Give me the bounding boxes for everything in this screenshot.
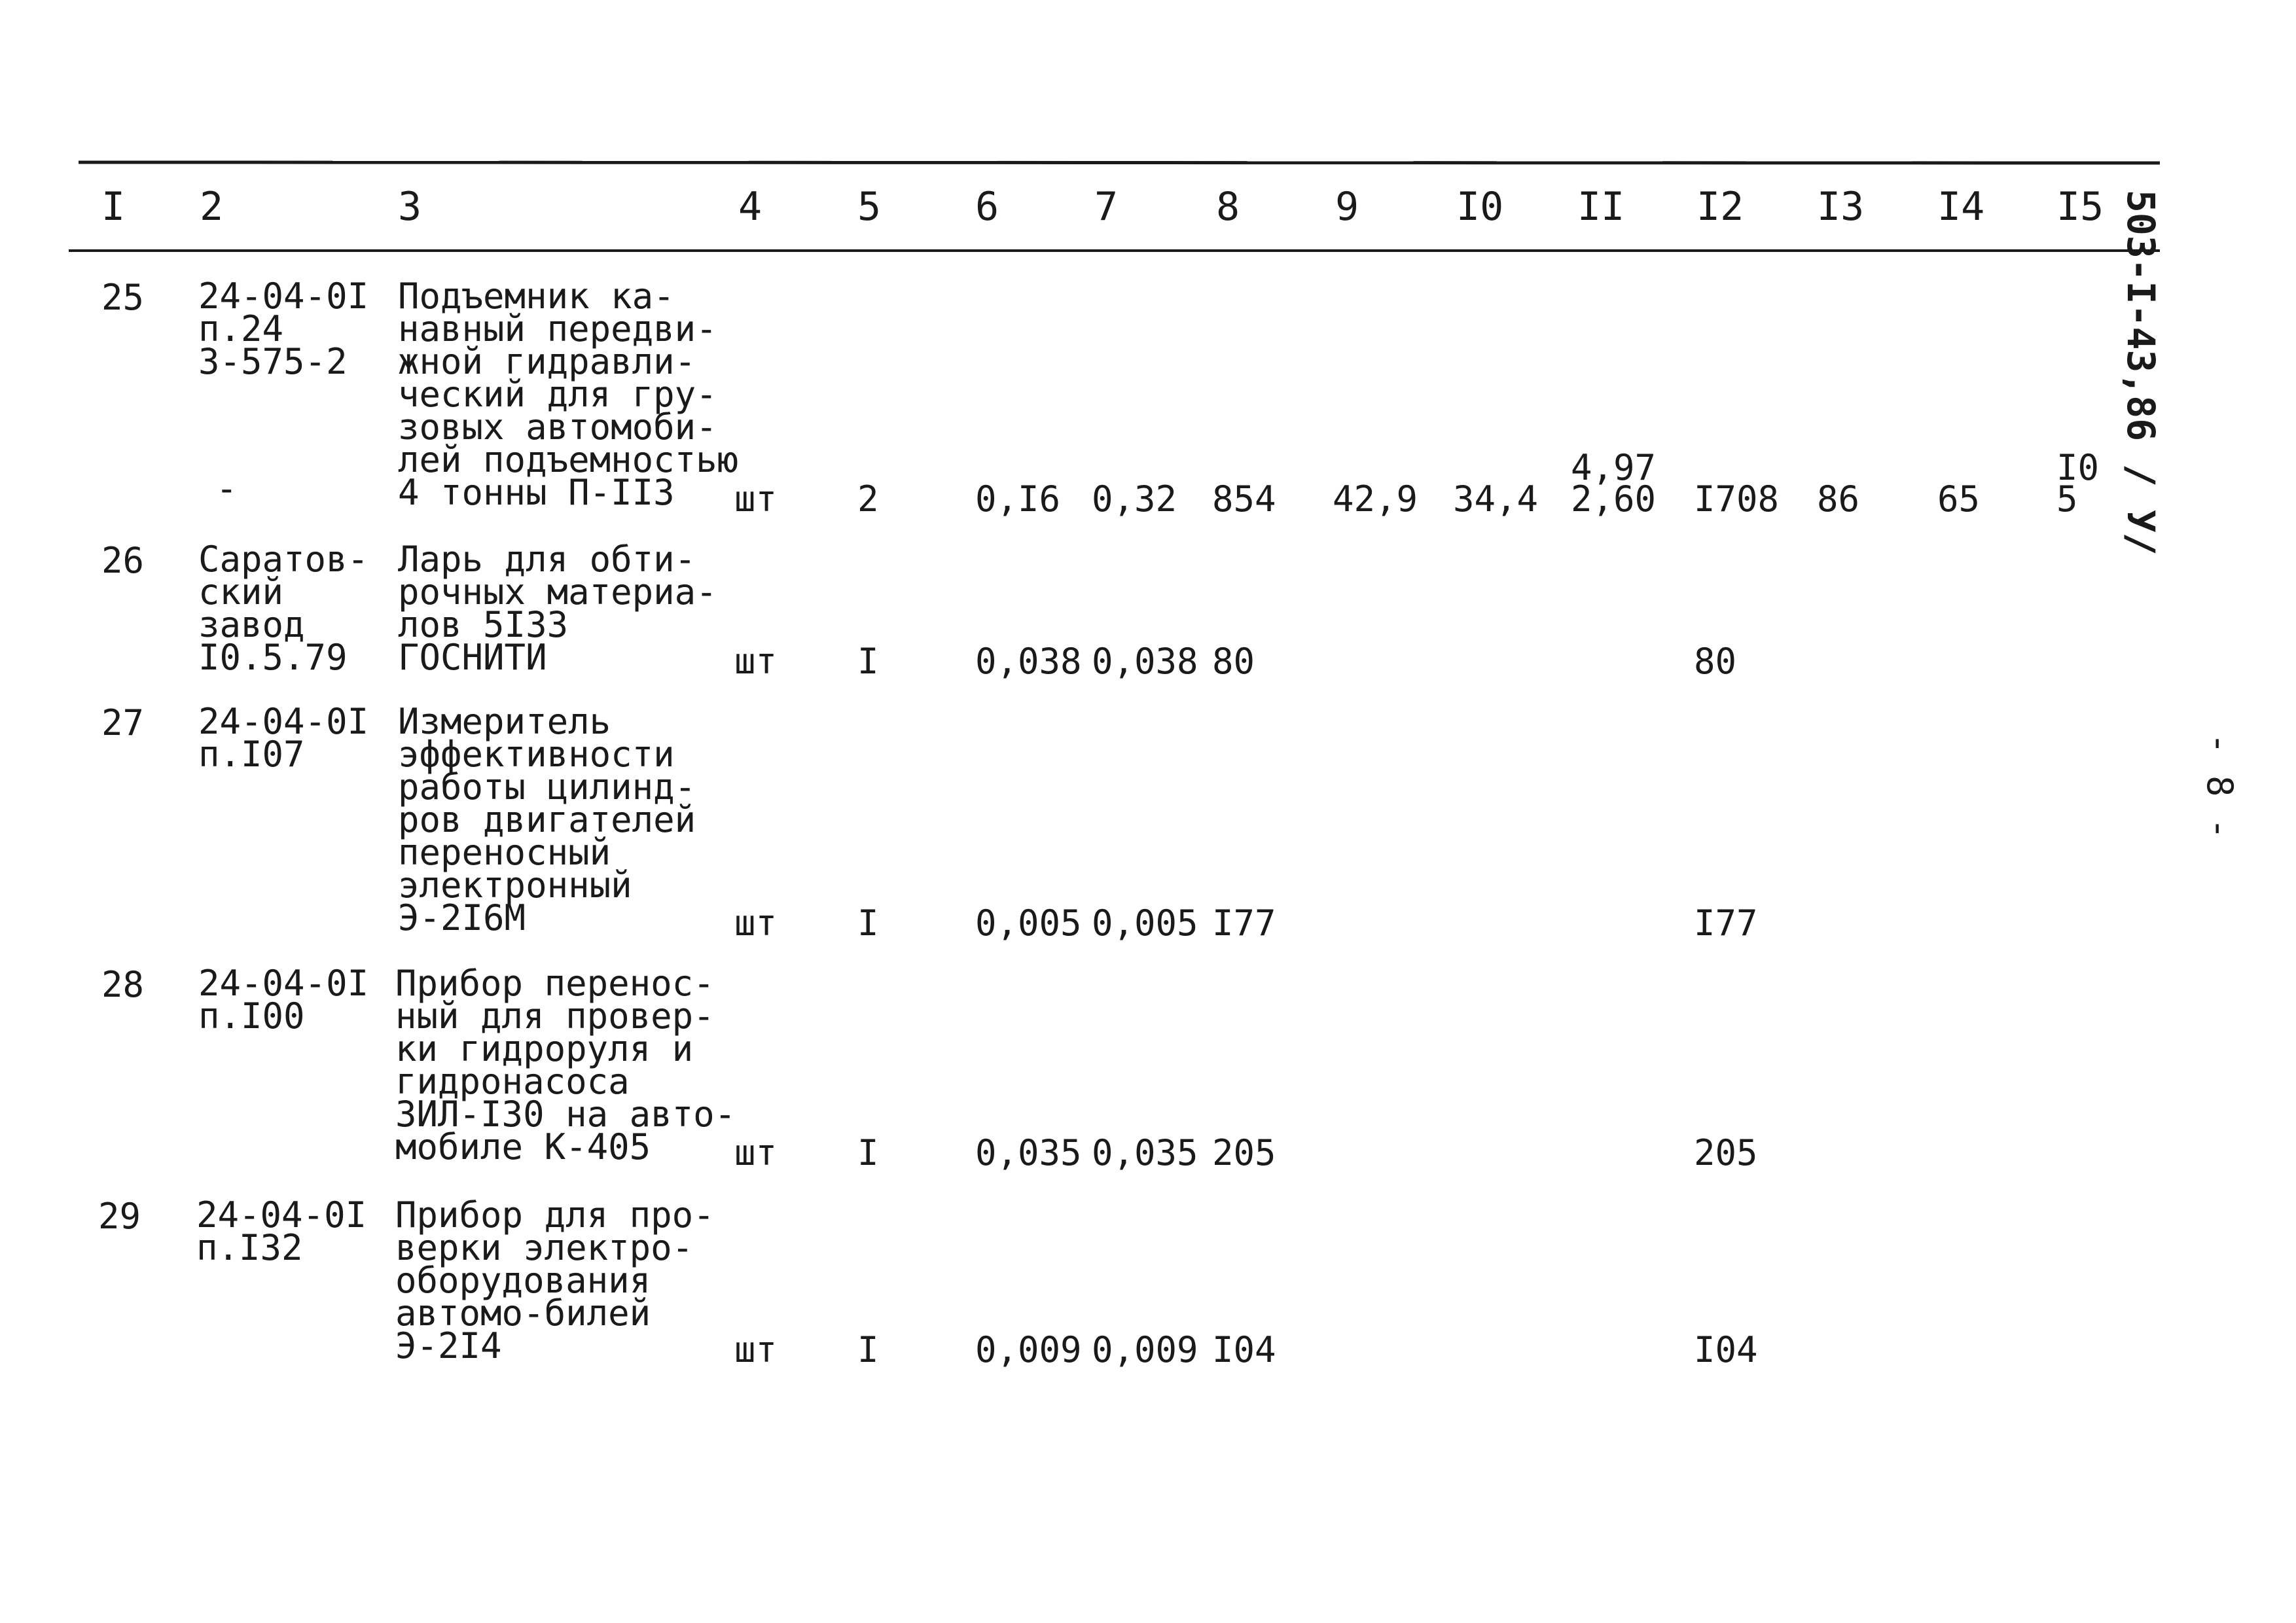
col-12-value: 205	[1694, 1132, 1758, 1173]
col-11-value-bottom: 2,60	[1571, 478, 1657, 520]
col-11-value-top: 4,97	[1571, 447, 1657, 488]
item-description: Измеритель эффективности работы цилинд- ров двигателей переносный электронный Э-2I6М	[398, 701, 696, 938]
col-header-4: 4	[738, 184, 762, 230]
col-14-value: 65	[1937, 478, 1981, 520]
col-7-value: 0,009	[1092, 1329, 1198, 1370]
col-15-value-top: I0	[2056, 447, 2100, 488]
col-header-3: 3	[398, 184, 422, 230]
col-header-11: II	[1577, 184, 1625, 230]
col-header-13: I3	[1817, 184, 1865, 230]
item-description: Подъемник ка- навный передви- жной гидравли- ческий для гру- зовых автомоби- лей подъемностью 4 тонны П-II3	[398, 276, 739, 513]
col-header-8: 8	[1216, 184, 1240, 230]
col-header-10: I0	[1456, 184, 1504, 230]
col-7-value: 0,32	[1092, 478, 1177, 520]
col-6-value: 0,I6	[975, 478, 1061, 520]
unit: шт	[734, 478, 778, 520]
col-15-value-bottom: 5	[2056, 478, 2078, 520]
unit: шт	[734, 641, 778, 682]
col-12-value: I708	[1694, 478, 1780, 520]
row-number: 25	[101, 277, 145, 318]
col-header-9: 9	[1335, 184, 1359, 230]
quantity: I	[857, 1329, 879, 1370]
reference-code: Саратов- ский завод I0.5.79	[198, 539, 369, 678]
item-description: Прибор для про- верки электро- оборудования автомо-билей Э-2I4	[395, 1194, 715, 1366]
col-7-value: 0,038	[1092, 641, 1198, 682]
row-number: 28	[101, 964, 145, 1005]
document-code: 503-I-43,86 / У/	[2119, 190, 2163, 556]
unit: шт	[734, 1132, 778, 1173]
table-top-rule	[79, 160, 2160, 164]
col-8-value: 854	[1212, 478, 1276, 520]
quantity: I	[857, 641, 879, 682]
col-8-value: 80	[1212, 641, 1255, 682]
col-header-6: 6	[975, 184, 999, 230]
row-number: 27	[101, 702, 145, 743]
col-10-value: 34,4	[1453, 478, 1539, 520]
page-number: - 8 -	[2199, 733, 2240, 840]
quantity: 2	[857, 478, 879, 520]
row-number: 26	[101, 540, 145, 581]
reference-code: 24-04-0I п.I32	[196, 1194, 367, 1268]
col-6-value: 0,035	[975, 1132, 1082, 1173]
col-header-12: I2	[1696, 184, 1744, 230]
col-6-value: 0,038	[975, 641, 1082, 682]
col-header-15: I5	[2056, 184, 2104, 230]
unit: шт	[734, 1329, 778, 1370]
row-number: 29	[98, 1196, 141, 1237]
reference-code: 24-04-0I п.I00	[198, 963, 369, 1037]
col-7-value: 0,005	[1092, 902, 1198, 944]
col-6-value: 0,005	[975, 902, 1082, 944]
col-12-value: I77	[1694, 902, 1758, 944]
header-bottom-rule	[69, 249, 2160, 252]
item-description: Ларь для обти- рочных материа- лов 5I33 ГОСНИТИ	[398, 539, 717, 678]
col-header-5: 5	[857, 184, 882, 230]
item-description: Прибор перенос- ный для провер- ки гидроруля и гидронасоса ЗИЛ-I30 на авто- мобиле К-405	[395, 963, 736, 1168]
col-8-value: I77	[1212, 902, 1276, 944]
unit: шт	[734, 902, 778, 944]
col-header-1: I	[101, 184, 126, 230]
col-header-7: 7	[1094, 184, 1119, 230]
col-7-value: 0,035	[1092, 1132, 1198, 1173]
reference-code: 24-04-0I п.I07	[198, 701, 369, 775]
col-6-value: 0,009	[975, 1329, 1082, 1370]
quantity: I	[857, 1132, 879, 1173]
col-9-value: 42,9	[1333, 478, 1418, 520]
reference-code: 24-04-0I п.24 3-575-2	[198, 276, 369, 382]
col-8-value: I04	[1212, 1329, 1276, 1370]
col-12-value: I04	[1694, 1329, 1758, 1370]
col-header-14: I4	[1937, 184, 1985, 230]
col-header-2: 2	[200, 184, 224, 230]
col-13-value: 86	[1817, 478, 1860, 520]
col-8-value: 205	[1212, 1132, 1276, 1173]
col-12-value: 80	[1694, 641, 1737, 682]
quantity: I	[857, 902, 879, 944]
reference-dash: -	[216, 468, 238, 509]
